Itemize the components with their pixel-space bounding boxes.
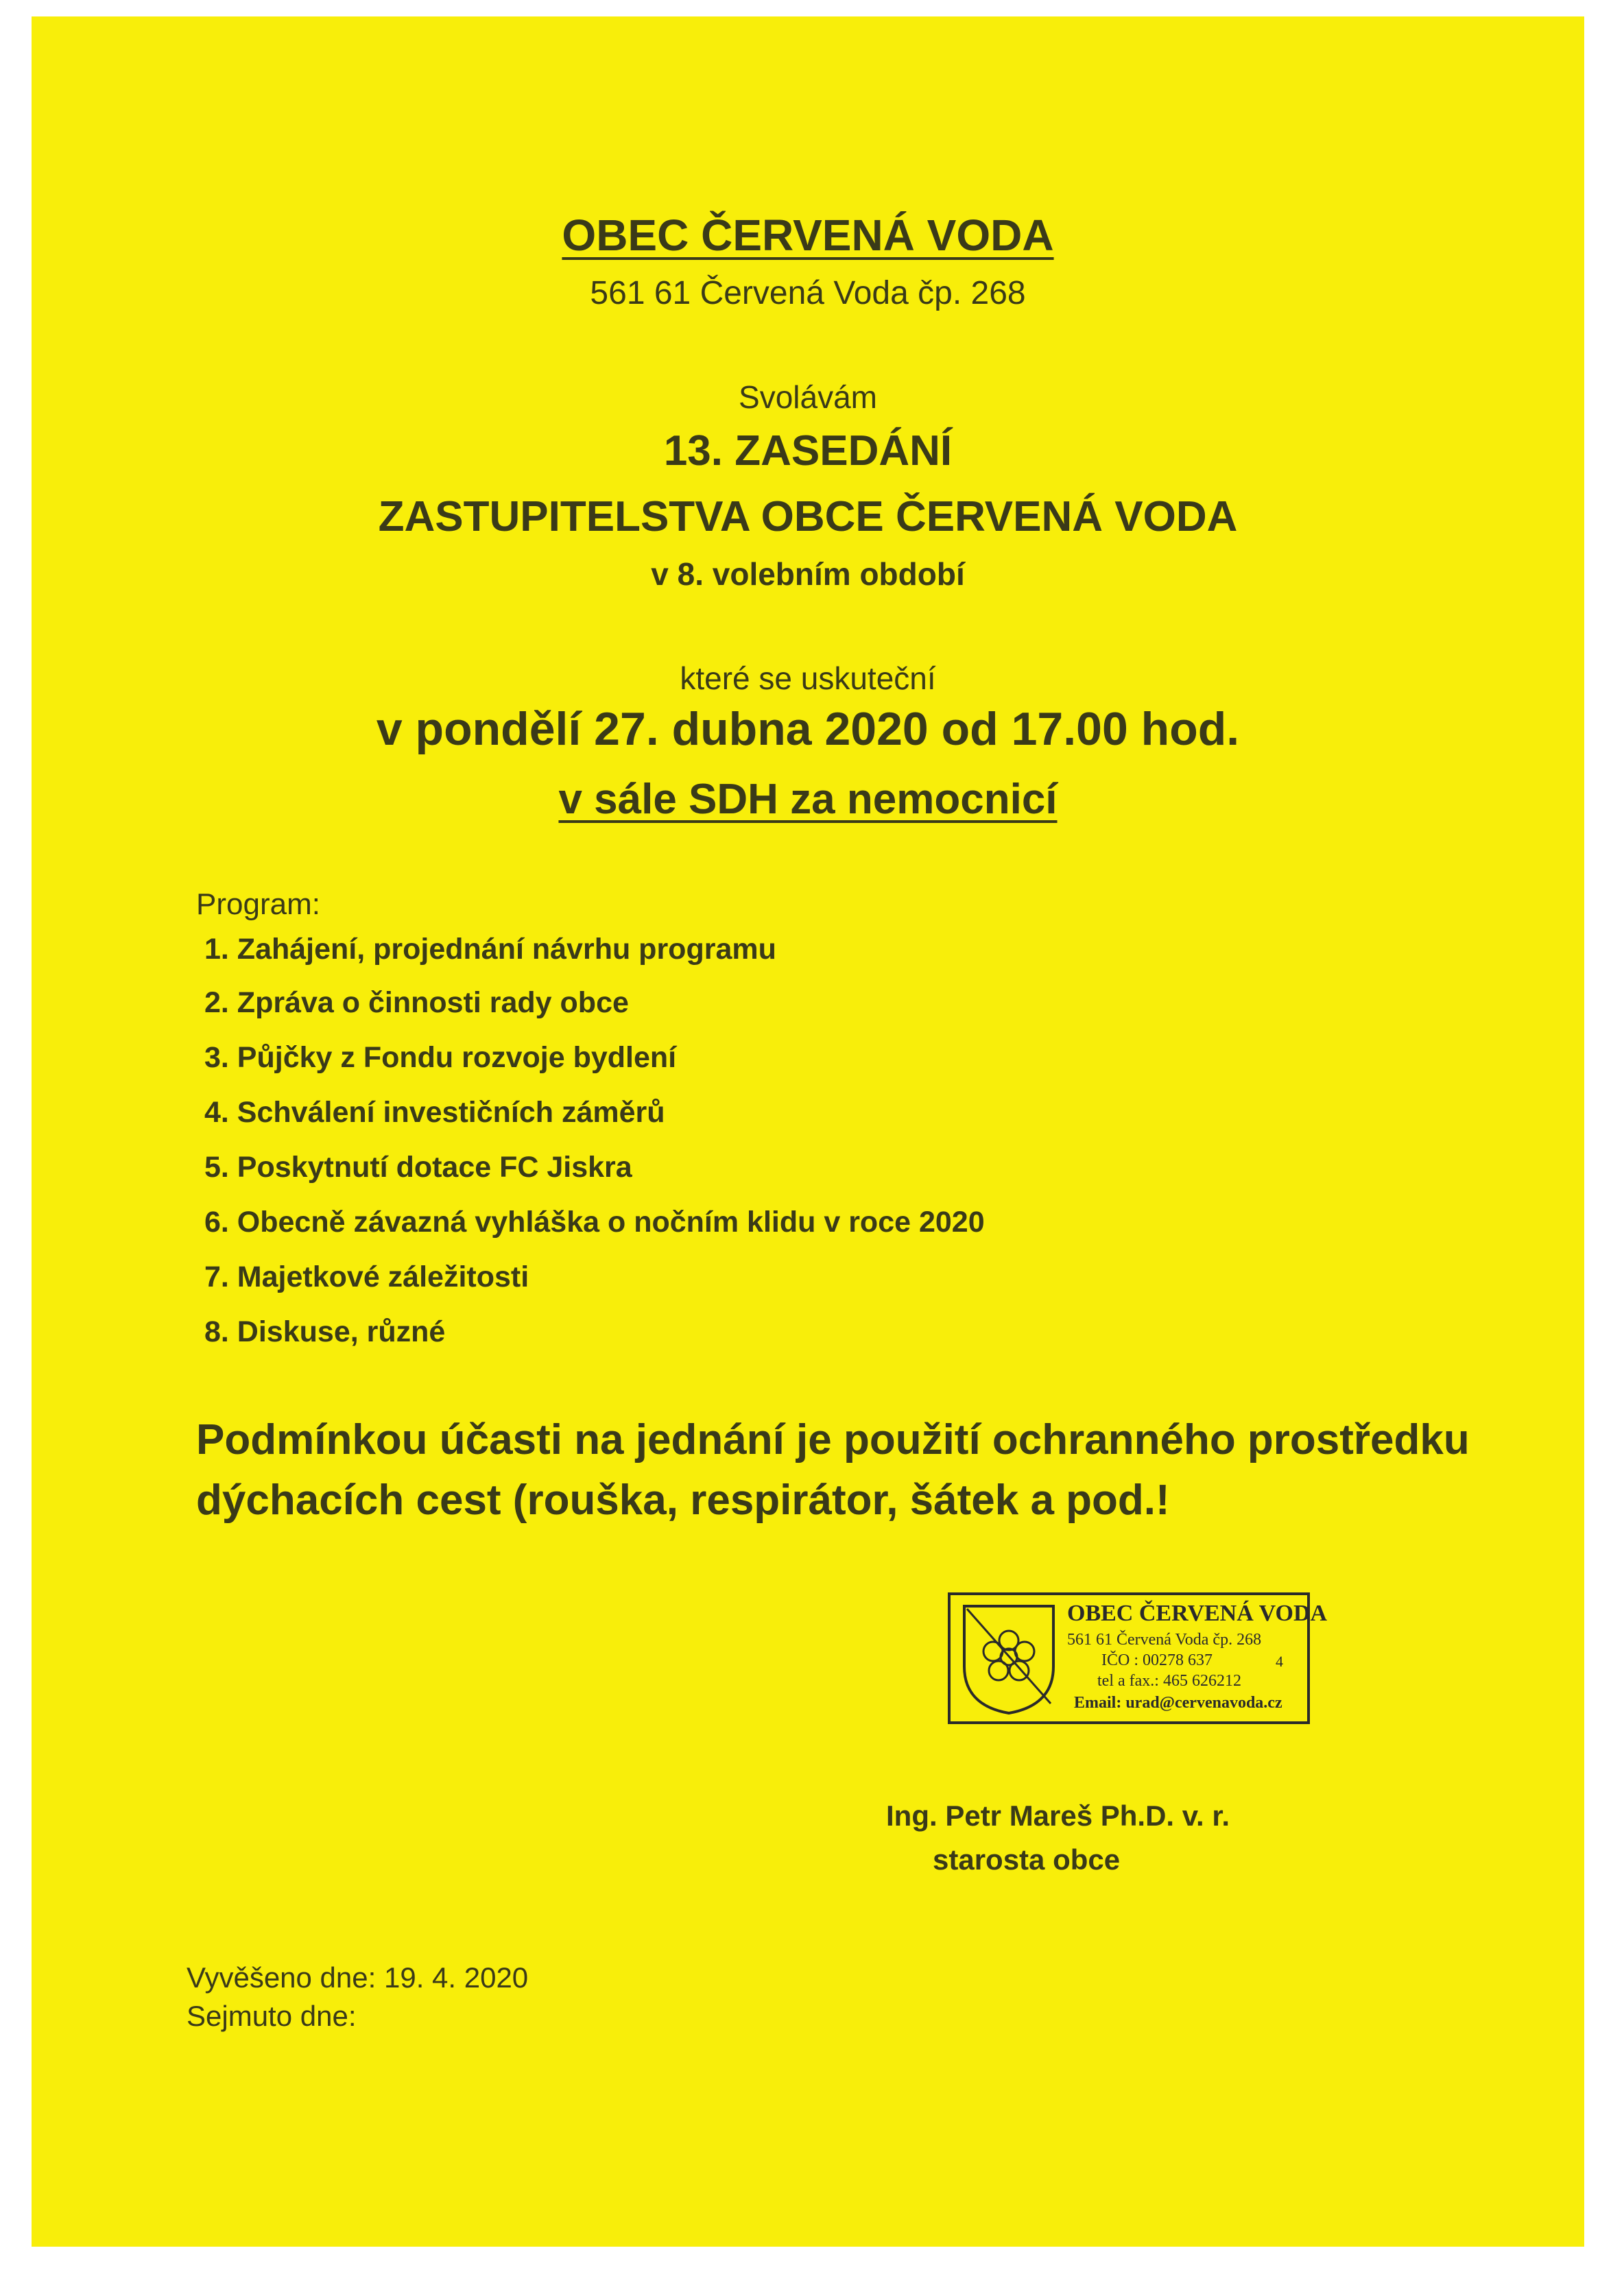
- program-item: 4. Schválení investičních záměrů: [204, 1096, 665, 1129]
- program-label: Program:: [196, 887, 320, 921]
- removed-date: Sejmuto dne:: [187, 2000, 357, 2032]
- program-item: 8. Diskuse, různé: [204, 1315, 446, 1348]
- meeting-venue: v sále SDH za nemocnicí: [558, 776, 1058, 823]
- stamp-email: Email: urad@cervenavoda.cz: [1074, 1694, 1282, 1712]
- mayor-name: Ing. Petr Mareš Ph.D. v. r.: [886, 1800, 1230, 1832]
- session-number: 13. ZASEDÁNÍ: [663, 427, 953, 475]
- stamp-title: OBEC ČERVENÁ VODA: [1067, 1601, 1328, 1626]
- stamp-phone: tel a fax.: 465 626212: [1097, 1672, 1241, 1690]
- attendance-condition-line1: Podmínkou účasti na jednání je použití ochranného prostředku: [196, 1416, 1470, 1463]
- official-stamp: [948, 1592, 1328, 1724]
- program-item: 2. Zpráva o činnosti rady obce: [204, 986, 629, 1019]
- mayor-role: starosta obce: [933, 1843, 1121, 1876]
- stamp-address: 561 61 Červená Voda čp. 268: [1067, 1631, 1262, 1649]
- program-item: 5. Poskytnutí dotace FC Jiskra: [204, 1151, 632, 1184]
- municipality-address: 561 61 Červená Voda čp. 268: [590, 275, 1026, 311]
- coat-of-arms-icon: [957, 1601, 1060, 1715]
- stamp-ico: IČO : 00278 637: [1101, 1651, 1213, 1669]
- convocation-intro: Svolávám: [739, 379, 877, 415]
- program-item: 7. Majetkové záležitosti: [204, 1261, 529, 1293]
- notice-sheet: [32, 16, 1584, 2247]
- posted-date: Vyvěšeno dne: 19. 4. 2020: [187, 1961, 529, 1994]
- takes-place-text: které se uskuteční: [680, 660, 936, 696]
- program-item: 6. Obecně závazná vyhláška o nočním klidu v roce 2020: [204, 1206, 985, 1239]
- program-item: 1. Zahájení, projednání návrhu programu: [204, 933, 776, 966]
- assembly-name: ZASTUPITELSTVA OBCE ČERVENÁ VODA: [378, 493, 1238, 540]
- stamp-number: 4: [1276, 1653, 1283, 1670]
- municipality-title: OBEC ČERVENÁ VODA: [562, 211, 1054, 260]
- program-item: 3. Půjčky z Fondu rozvoje bydlení: [204, 1041, 677, 1074]
- meeting-datetime: v pondělí 27. dubna 2020 od 17.00 hod.: [376, 703, 1240, 755]
- electoral-term: v 8. volebním období: [651, 556, 965, 592]
- attendance-condition-line2: dýchacích cest (rouška, respirátor, šátek a pod.!: [196, 1477, 1170, 1524]
